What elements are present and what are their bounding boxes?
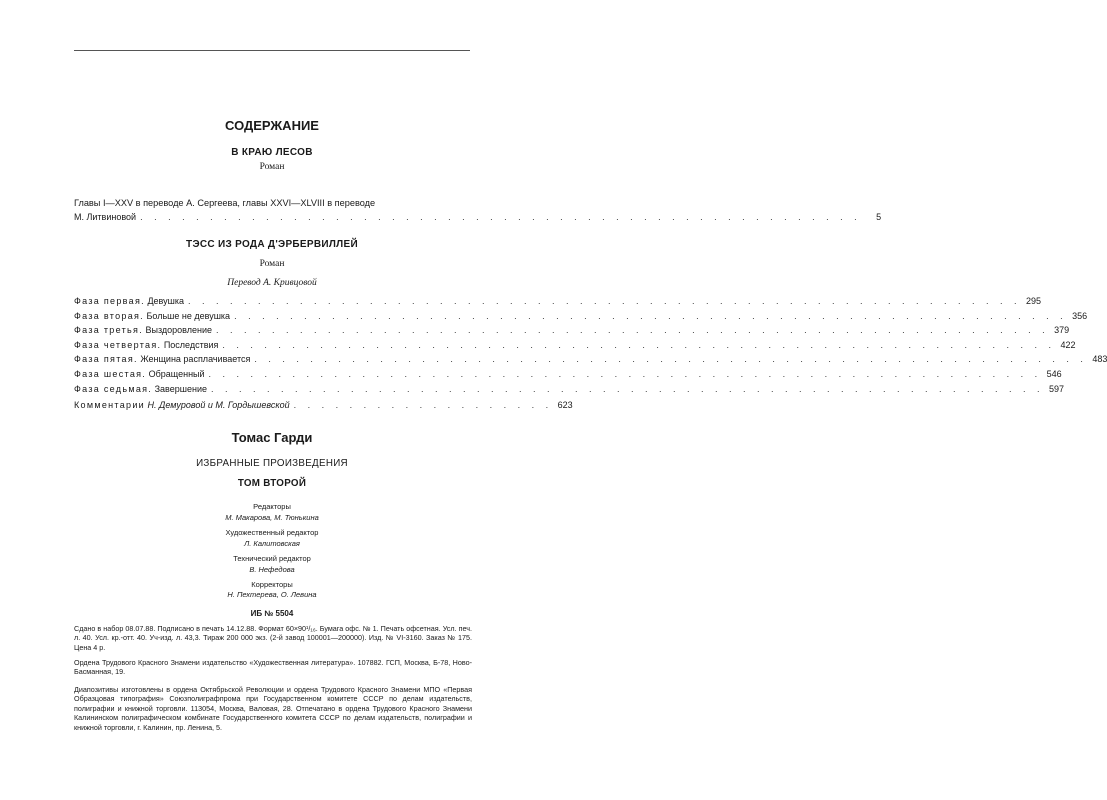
- phase-label: [74, 296, 184, 306]
- page-number: 422: [1060, 339, 1076, 350]
- page-number: 5: [876, 212, 882, 222]
- phase-title: Последствия: [163, 339, 219, 350]
- phase-row: [74, 325, 1070, 337]
- novel1-toc-row: [74, 212, 882, 224]
- novel2-translator: Перевод А. Кривцовой: [227, 278, 317, 288]
- art-editor-name: Л. Калитовская: [244, 539, 300, 548]
- phase-title: Девушка: [147, 296, 184, 306]
- phase-prefix: Фаза третья.: [74, 325, 143, 336]
- page-number: 483: [1092, 354, 1107, 365]
- page-number: 356: [1072, 310, 1088, 321]
- page-number: 546: [1046, 369, 1062, 379]
- novel2-title: ТЭСС ИЗ РОДА Д'ЭРБЕРВИЛЛЕЙ: [186, 239, 358, 250]
- top-rule: [74, 50, 470, 51]
- page-number: 379: [1054, 325, 1070, 336]
- leader-dots: . . . . . . . . . . . . . . . . . . .: [293, 400, 553, 410]
- phase-label: [74, 369, 205, 379]
- phase-row: [74, 310, 1088, 323]
- commentary-authors: Н. Демуровой и М. Гордышевской: [147, 400, 290, 410]
- collection-title: ИЗБРАННЫЕ ПРОИЗВЕДЕНИЯ: [196, 458, 348, 469]
- phase-title: Женщина расплачивается: [140, 354, 251, 365]
- volume-title: ТОМ ВТОРОЙ: [237, 478, 307, 489]
- phase-label: [74, 384, 207, 394]
- page-number: 295: [1026, 296, 1042, 306]
- leader-dots: . . . . . . . . . . . . . . . . . . . . . . . . . . . . . . . . . . . . . . . . . . . . . . . . . . . . . . . . . . . .: [254, 354, 1088, 365]
- phase-prefix: Фаза седьмая.: [74, 383, 153, 394]
- phase-prefix: Фаза первая.: [74, 296, 145, 306]
- tech-editor-label: Технический редактор: [233, 554, 311, 563]
- phase-title: Больше не девушка: [146, 310, 231, 321]
- art-editor-label: Художественный редактор: [225, 528, 319, 537]
- proofreaders-label: Корректоры: [251, 580, 293, 589]
- novel1-title: В КРАЮ ЛЕСОВ: [231, 147, 313, 158]
- phase-row: [74, 383, 1065, 396]
- phase-title: Выздоровление: [145, 325, 213, 336]
- phase-prefix: Фаза шестая.: [74, 369, 147, 379]
- novel1-toc-line1: [74, 198, 470, 210]
- phase-row: [74, 354, 1107, 366]
- leader-dots: . . . . . . . . . . . . . . . . . . . . . . . . . . . . . . . . . . . . . . . . . . . . . . . . . . . . . . . . . . . .: [222, 339, 1056, 350]
- phase-prefix: Фаза пятая.: [74, 354, 138, 365]
- phase-title: Обращенный: [148, 369, 205, 379]
- proofreaders-names: Н. Пехтерева, О. Левина: [227, 590, 317, 599]
- phase-row: [74, 339, 1076, 352]
- page-number: 623: [557, 400, 573, 410]
- commentary-label: [74, 400, 290, 410]
- phase-label: [74, 325, 212, 335]
- leader-dots: . . . . . . . . . . . . . . . . . . . . . . . . . . . . . . . . . . . . . . . . . . . . . . . . . . . . . . . . . . . .: [210, 383, 1045, 394]
- phase-prefix: Фаза вторая.: [74, 310, 144, 321]
- editors-label: Редакторы: [253, 502, 291, 511]
- imprint-publisher: Ордена Трудового Красного Знамени издательство «Художественная литература». 107882. ГСП, Москва, Б-78, Ново-Басманная, 19.: [74, 658, 472, 677]
- phase-label: [74, 340, 218, 350]
- novel1-translators-line: Главы I—XXV в переводе А. Сергеева, главы XXVI—XLVIII в переводе: [74, 198, 376, 208]
- leader-dots: . . . . . . . . . . . . . . . . . . . . . . . . . . . . . . . . . . . . . . . . . . . . . . . . . . . . . . . . . . . .: [234, 310, 1068, 321]
- ib-number: ИБ № 5504: [250, 609, 294, 618]
- tech-editor-name: В. Нефедова: [249, 565, 295, 574]
- contents-heading: СОДЕРЖАНИЕ: [225, 118, 319, 133]
- leader-dots: . . . . . . . . . . . . . . . . . . . . . . . . . . . . . . . . . . . . . . . . . . . . . . . . . . . .: [140, 212, 862, 222]
- leader-dots: . . . . . . . . . . . . . . . . . . . . . . . . . . . . . . . . . . . . . . . . . . . . . . . . . . . . . . . . . . . .: [216, 325, 1050, 336]
- phase-row: [74, 296, 1042, 308]
- imprint-printer: Диапозитивы изготовлены в ордена Октябрьской Революции и ордена Трудового Красного Знамени МПО «Первая Образцовая типография» Союзполиграфпрома при Государственном комитете СССР по делам издательств, полиграфии и книжной торговли. 113054, Москва, Валовая, 28. Отпечатано в ордена Трудового Красного Знамени Калининском полиграфическом комбинате Государственного комитета СССР по делам издательств, полиграфии и книжной торговли, г. Калинин, пр. Ленина, 5.: [74, 685, 472, 732]
- editors-names: М. Макарова, М. Тюнькина: [225, 513, 319, 522]
- leader-dots: . . . . . . . . . . . . . . . . . . . . . . . . . . . . . . . . . . . . . . . . . . . . . . . . . . . . . . . . . . . .: [188, 296, 1022, 306]
- phase-row: [74, 369, 1062, 381]
- phase-prefix: Фаза четвертая.: [74, 339, 162, 350]
- leader-dots: . . . . . . . . . . . . . . . . . . . . . . . . . . . . . . . . . . . . . . . . . . . . . . . . . . . . . . . . . . . .: [208, 369, 1042, 379]
- imprint-print-details: Сдано в набор 08.07.88. Подписано в печать 14.12.88. Формат 60×90¹/₁₆. Бумага офс. № 1. Печать офсетная. Усл. печ. л. 40. Усл. кр.-отт. 40. Уч-изд. л. 43,3. Тираж 200 000 экз. (2-й завод 100001—200000). Изд. № VI-3160. Заказ № 175. Цена 4 р.: [74, 624, 472, 652]
- novel1-genre: Роман: [259, 162, 285, 172]
- phase-title: Завершение: [154, 383, 207, 394]
- phase-label: [74, 354, 250, 364]
- novel1-translator-2: М. Литвиновой: [74, 212, 137, 222]
- novel2-genre: Роман: [259, 259, 285, 269]
- phase-label: [74, 311, 230, 321]
- commentary-prefix: Комментарии: [74, 400, 145, 410]
- author-name: Томас Гарди: [231, 430, 313, 445]
- commentary-row: [74, 400, 573, 412]
- page-number: 597: [1049, 383, 1065, 394]
